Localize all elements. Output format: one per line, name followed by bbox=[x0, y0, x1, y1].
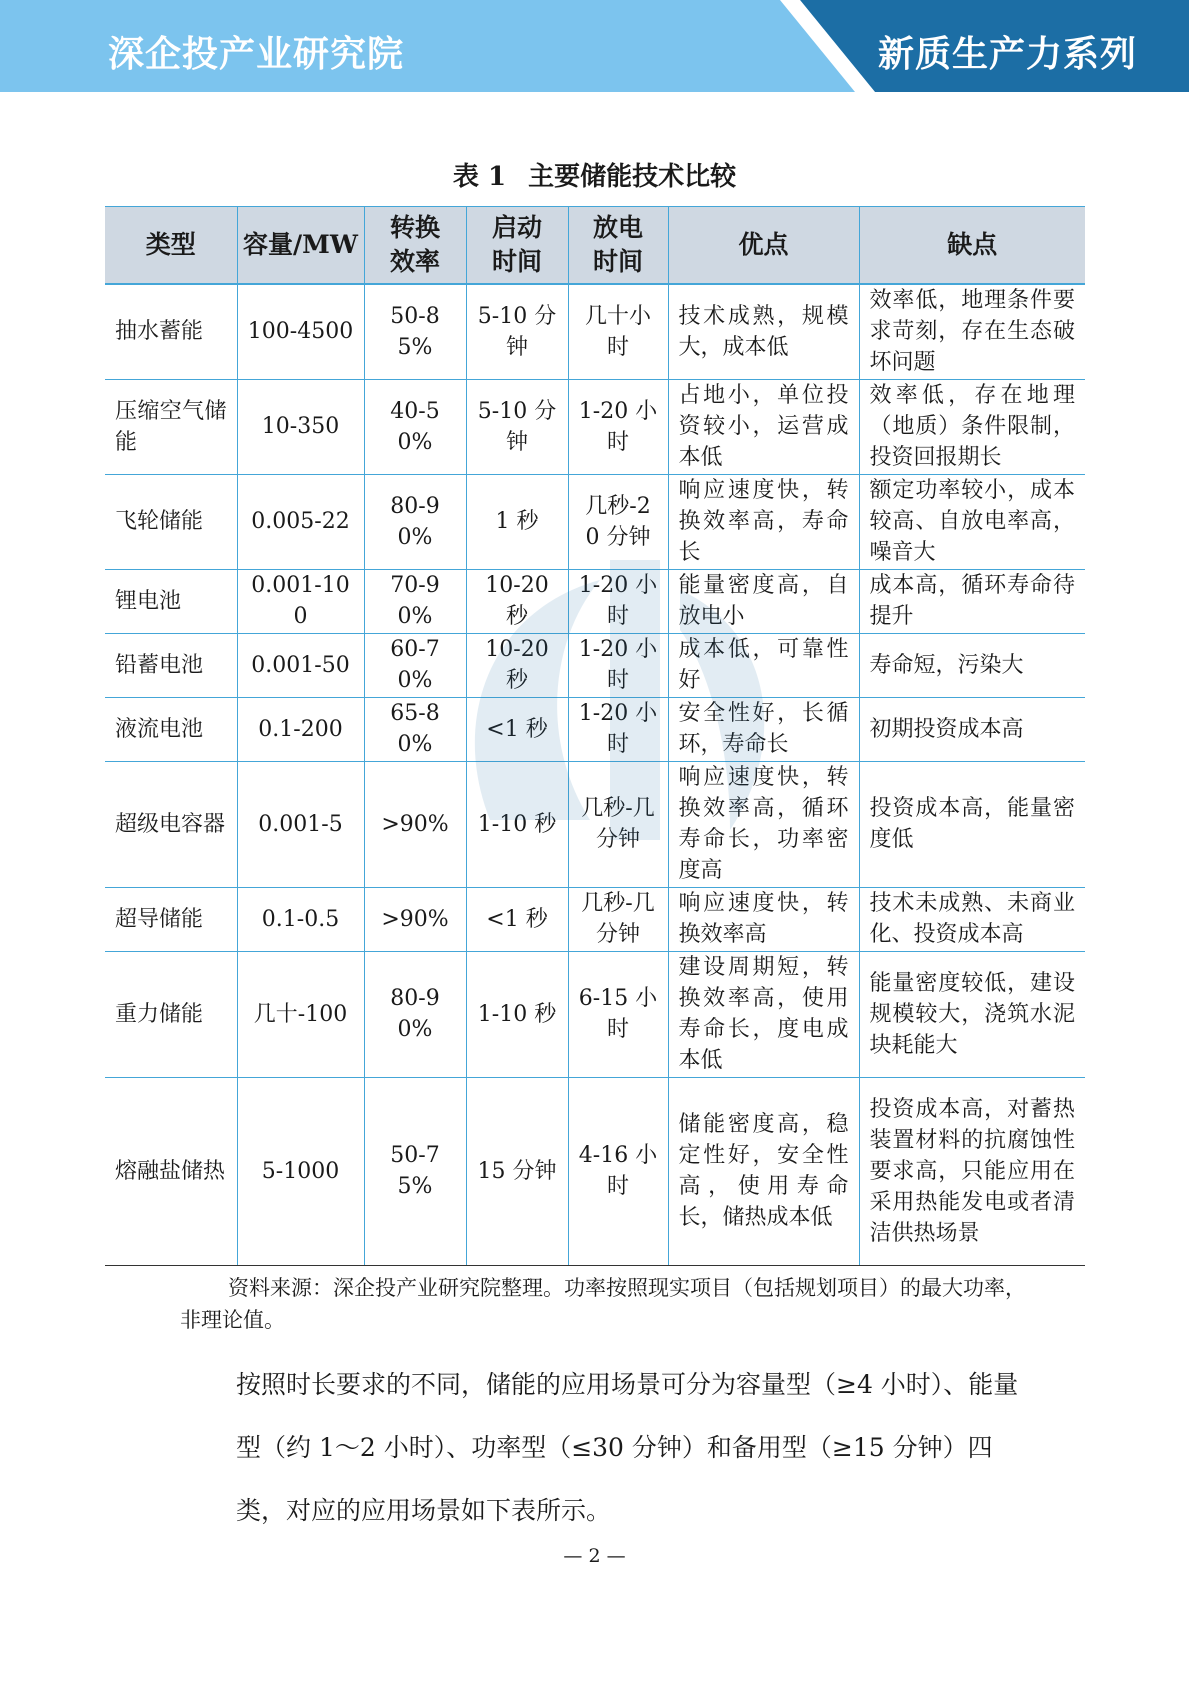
cell-startup: 5-10 分钟 bbox=[466, 379, 568, 474]
cell-capacity: 0.005-22 bbox=[237, 474, 364, 569]
cell-capacity: 0.001-5 bbox=[237, 761, 364, 887]
cell-startup: 10-20 秒 bbox=[466, 633, 568, 697]
cell-disadvantages: 效率低，存在地理（地质）条件限制，投资回报期长 bbox=[859, 379, 1085, 474]
cell-type: 液流电池 bbox=[105, 697, 237, 761]
header-capacity: 容量/MW bbox=[237, 207, 364, 285]
cell-disadvantages: 技术未成熟、未商业化、投资成本高 bbox=[859, 887, 1085, 951]
cell-capacity: 100-4500 bbox=[237, 284, 364, 379]
table-number: 表 1 bbox=[452, 162, 507, 192]
page-header bbox=[0, 0, 1189, 92]
cell-startup: <1 秒 bbox=[466, 887, 568, 951]
cell-type: 抽水蓄能 bbox=[105, 284, 237, 379]
table-row bbox=[105, 761, 1085, 887]
cell-disadvantages: 初期投资成本高 bbox=[859, 697, 1085, 761]
cell-advantages: 占地小，单位投资较小，运营成本低 bbox=[668, 379, 859, 474]
cell-discharge: 6-15 小时 bbox=[568, 951, 668, 1077]
cell-capacity: 5-1000 bbox=[237, 1077, 364, 1265]
cell-advantages: 响应速度快，转换效率高，寿命长 bbox=[668, 474, 859, 569]
paragraph-text: 按照时长要求的不同，储能的应用场景可分为容量型（≥4 小时）、能量型（约 1～2 小时）、功率型（≤30 分钟）和备用型（≥15 分钟）四类，对应的应用场景如下表所示。 bbox=[236, 1370, 1019, 1525]
header-startup-time: 启动时间 bbox=[466, 207, 568, 285]
cell-type: 熔融盐储热 bbox=[105, 1077, 237, 1265]
table-row bbox=[105, 474, 1085, 569]
cell-disadvantages: 寿命短，污染大 bbox=[859, 633, 1085, 697]
body-paragraph bbox=[180, 1353, 1030, 1542]
header-discharge-time: 放电时间 bbox=[568, 207, 668, 285]
table-row bbox=[105, 633, 1085, 697]
cell-advantages: 响应速度快，转换效率高 bbox=[668, 887, 859, 951]
cell-efficiency: 65-80% bbox=[364, 697, 466, 761]
cell-startup: 15 分钟 bbox=[466, 1077, 568, 1265]
header-disadvantages: 缺点 bbox=[859, 207, 1085, 285]
cell-type: 重力储能 bbox=[105, 951, 237, 1077]
cell-advantages: 能量密度高，自放电小 bbox=[668, 569, 859, 633]
cell-type: 飞轮储能 bbox=[105, 474, 237, 569]
table-row bbox=[105, 697, 1085, 761]
cell-capacity: 0.001-50 bbox=[237, 633, 364, 697]
cell-startup: <1 秒 bbox=[466, 697, 568, 761]
cell-advantages: 响应速度快，转换效率高，循环寿命长，功率密度高 bbox=[668, 761, 859, 887]
cell-efficiency: 80-90% bbox=[364, 951, 466, 1077]
cell-efficiency: 50-75% bbox=[364, 1077, 466, 1265]
header-institute-title: 深企投产业研究院 bbox=[108, 34, 405, 75]
cell-startup: 1 秒 bbox=[466, 474, 568, 569]
table-row bbox=[105, 284, 1085, 379]
cell-advantages: 技术成熟，规模大，成本低 bbox=[668, 284, 859, 379]
page-number: — 2 — bbox=[563, 1545, 626, 1567]
header-advantages: 优点 bbox=[668, 207, 859, 285]
cell-disadvantages: 成本高，循环寿命待提升 bbox=[859, 569, 1085, 633]
cell-capacity: 几十-100 bbox=[237, 951, 364, 1077]
cell-type: 超级电容器 bbox=[105, 761, 237, 887]
cell-startup: 1-10 秒 bbox=[466, 761, 568, 887]
cell-discharge: 1-20 小时 bbox=[568, 633, 668, 697]
cell-type: 锂电池 bbox=[105, 569, 237, 633]
cell-advantages: 储能密度高，稳定性好，安全性高，使用寿命长，储热成本低 bbox=[668, 1077, 859, 1265]
cell-efficiency: >90% bbox=[364, 887, 466, 951]
table-row bbox=[105, 569, 1085, 633]
table-row bbox=[105, 379, 1085, 474]
cell-startup: 1-10 秒 bbox=[466, 951, 568, 1077]
storage-comparison-table bbox=[105, 206, 1085, 1266]
source-note: 资料来源：深企投产业研究院整理。功率按照现实项目（包括规划项目）的最大功率，非理论值。 bbox=[180, 1276, 1026, 1332]
cell-efficiency: 40-50% bbox=[364, 379, 466, 474]
cell-efficiency: 80-90% bbox=[364, 474, 466, 569]
cell-discharge: 几秒-20 分钟 bbox=[568, 474, 668, 569]
cell-efficiency: 70-90% bbox=[364, 569, 466, 633]
header-efficiency: 转换效率 bbox=[364, 207, 466, 285]
table-header-row bbox=[105, 207, 1085, 285]
cell-disadvantages: 投资成本高，能量密度低 bbox=[859, 761, 1085, 887]
cell-startup: 5-10 分钟 bbox=[466, 284, 568, 379]
cell-discharge: 几十小时 bbox=[568, 284, 668, 379]
cell-discharge: 几秒-几分钟 bbox=[568, 761, 668, 887]
cell-discharge: 1-20 小时 bbox=[568, 569, 668, 633]
table-caption bbox=[0, 156, 1189, 193]
cell-advantages: 建设周期短，转换效率高，使用寿命长，度电成本低 bbox=[668, 951, 859, 1077]
header-type: 类型 bbox=[105, 207, 237, 285]
table-title: 主要储能技术比较 bbox=[528, 162, 737, 192]
header-series-title: 新质生产力系列 bbox=[877, 34, 1137, 75]
cell-disadvantages: 能量密度较低，建设规模较大，浇筑水泥块耗能大 bbox=[859, 951, 1085, 1077]
cell-capacity: 10-350 bbox=[237, 379, 364, 474]
cell-disadvantages: 效率低，地理条件要求苛刻，存在生态破坏问题 bbox=[859, 284, 1085, 379]
cell-disadvantages: 投资成本高，对蓄热装置材料的抗腐蚀性要求高，只能应用在采用热能发电或者清洁供热场景 bbox=[859, 1077, 1085, 1265]
cell-type: 压缩空气储能 bbox=[105, 379, 237, 474]
cell-type: 超导储能 bbox=[105, 887, 237, 951]
cell-efficiency: 50-85% bbox=[364, 284, 466, 379]
cell-disadvantages: 额定功率较小，成本较高、自放电率高，噪音大 bbox=[859, 474, 1085, 569]
table-row bbox=[105, 887, 1085, 951]
cell-capacity: 0.1-0.5 bbox=[237, 887, 364, 951]
cell-discharge: 4-16 小时 bbox=[568, 1077, 668, 1265]
cell-discharge: 1-20 小时 bbox=[568, 697, 668, 761]
cell-discharge: 1-20 小时 bbox=[568, 379, 668, 474]
cell-startup: 10-20 秒 bbox=[466, 569, 568, 633]
cell-advantages: 成本低，可靠性好 bbox=[668, 633, 859, 697]
cell-efficiency: 60-70% bbox=[364, 633, 466, 697]
cell-efficiency: >90% bbox=[364, 761, 466, 887]
table-row bbox=[105, 951, 1085, 1077]
cell-discharge: 几秒-几分钟 bbox=[568, 887, 668, 951]
cell-type: 铅蓄电池 bbox=[105, 633, 237, 697]
table-row bbox=[105, 1077, 1085, 1265]
cell-capacity: 0.001-100 bbox=[237, 569, 364, 633]
cell-capacity: 0.1-200 bbox=[237, 697, 364, 761]
cell-advantages: 安全性好，长循环，寿命长 bbox=[668, 697, 859, 761]
